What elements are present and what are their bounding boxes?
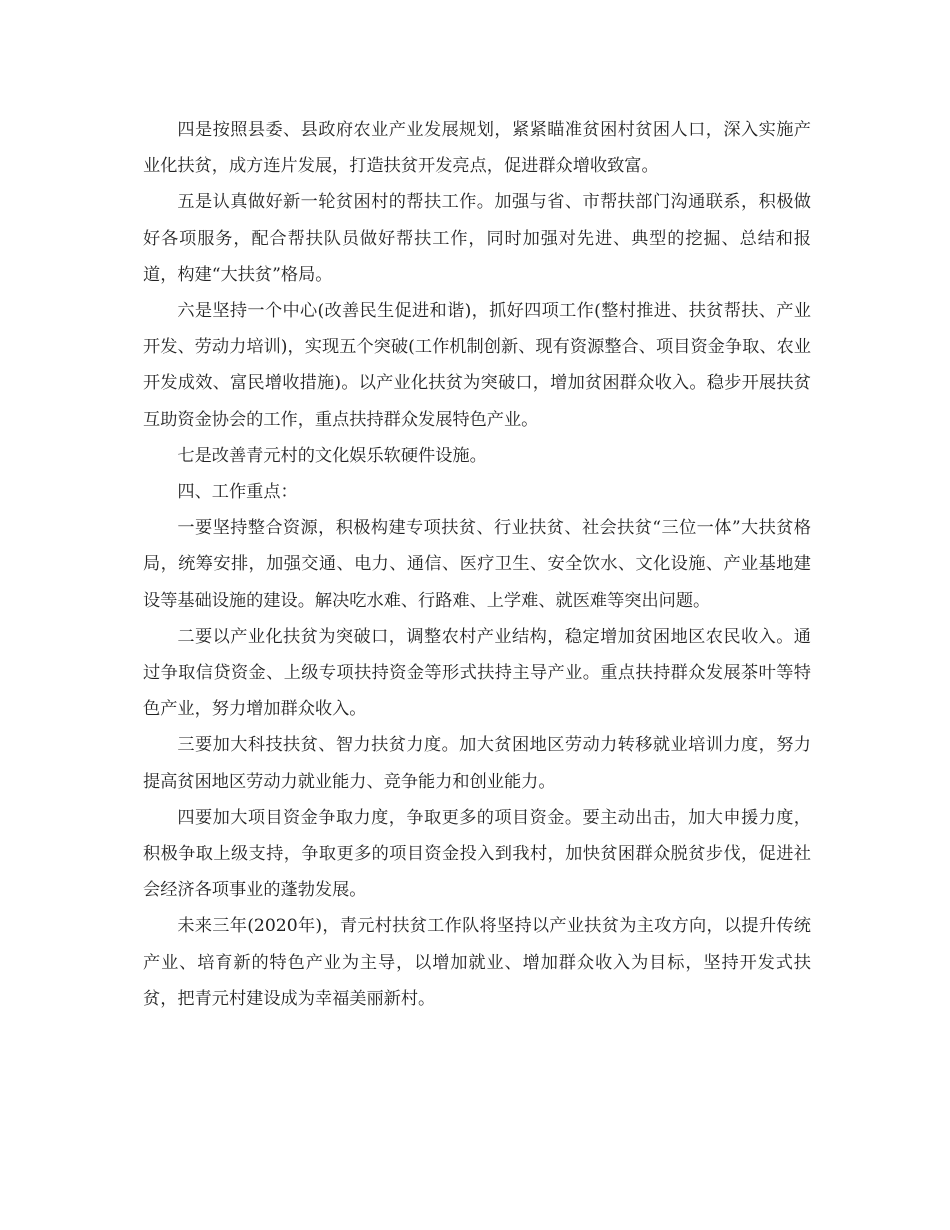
paragraph-item-seven: 七是改善青元村的文化娱乐软硬件设施。 [177,445,487,466]
paragraph-item-five: 五是认真做好新一轮贫困村的帮扶工作。加强与省、市帮扶部门沟通联系，积极做好各项服务，配合帮扶队员做好帮扶工作，同时加强对先进、典型的挖掘、总结和报道，构建“大扶贫”格局。 [143,192,811,285]
paragraph-focus-four: 四要加大项目资金争取力度，争取更多的项目资金。要主动出击，加大申援力度，积极争取上级支持，争取更多的项目资金投入到我村，加快贫困群众脱贫步伐，促进社会经济各项事业的蓬勃发展。 [143,807,811,901]
paragraph-item-six: 六是坚持一个中心(改善民生促进和谐)，抓好四项工作(整村推进、扶贫帮扶、产业开发、劳动力培训)，实现五个突破(工作机制创新、现有资源整合、项目资金争取、农业开发成效、富民增收措施)。以产业化扶贫为突破口，增加贫困群众收入。稳步开展扶贫互助资金协会的工作，重点扶持群众发展特色产业。 [143,301,811,430]
paragraph-future-plan: 未来三年(2020年)，青元村扶贫工作队将坚持以产业扶贫为主攻方向，以提升传统产业、培育新的特色产业为主导，以增加就业、增加群众收入为目标，坚持开发式扶贫，把青元村建设成为幸福美丽新村。 [143,916,811,1009]
paragraph-focus-one: 一要坚持整合资源，积极构建专项扶贫、行业扶贫、社会扶贫“三位一体”大扶贫格局，统筹安排，加强交通、电力、通信、医疗卫生、安全饮水、文化设施、产业基地建设等基础设施的建设。解决吃水难、行路难、上学难、就医难等突出问题。 [143,518,811,611]
paragraph-focus-three: 三要加大科技扶贫、智力扶贫力度。加大贫困地区劳动力转移就业培训力度，努力提高贫困地区劳动力就业能力、竞争能力和创业能力。 [143,735,811,792]
paragraph-focus-two: 二要以产业化扶贫为突破口，调整农村产业结构，稳定增加贫困地区农民收入。通过争取信贷资金、上级专项扶持资金等形式扶持主导产业。重点扶持群众发展茶叶等特色产业，努力增加群众收入。 [143,626,811,720]
section-heading-work-focus: 四、工作重点： [177,482,298,503]
document-page [143,112,811,1017]
paragraph-item-four: 四是按照县委、县政府农业产业发展规划，紧紧瞄准贫困村贫困人口，深入实施产业化扶贫，成方连片发展，打造扶贫开发亮点，促进群众增收致富。 [143,120,811,177]
